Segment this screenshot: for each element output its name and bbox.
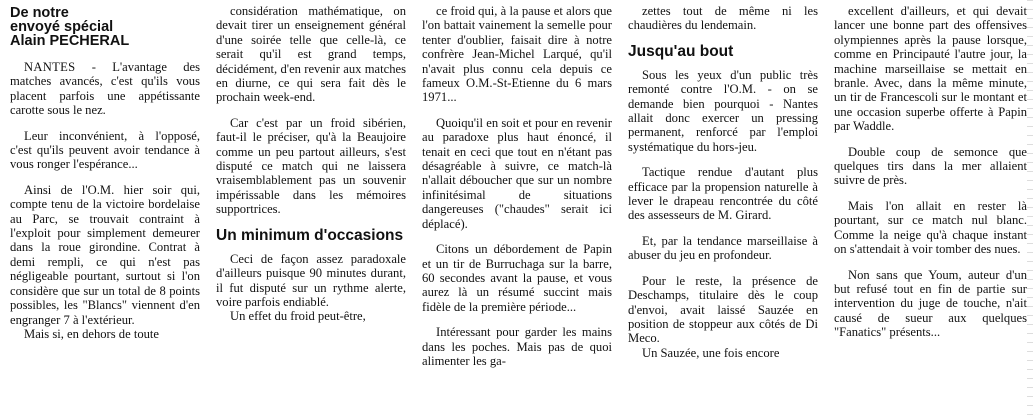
byline <box>10 6 200 48</box>
paragraph: Un Sauzée, une fois encore <box>642 345 780 360</box>
paragraph: Pour le reste, la présence de Deschamps, titulaire dès le coup d'envoi, avait laissé Sauzée en position de stoppeur aux côtés de Di Meco. <box>628 273 818 346</box>
section-heading: Jusqu'au bout <box>628 42 734 60</box>
paragraph: Intéressant pour garder les mains dans les poches. Mais pas de quoi alimenter les ga- <box>422 325 612 368</box>
paragraph: Et, par la tendance marseillaise à abuser du jeu en profondeur. <box>628 233 818 263</box>
byline-line-2: envoyé spécial <box>10 19 114 35</box>
paragraph: Ainsi de l'O.M. hier soir qui, compte tenu de la victoire bordelaise au Parc, se trouvait contraint à l'exploit pour simplement demeurer dans la roue girondine. Contrat à demi rempli, ce qui n'est pas négligeable pourtant, surtout si l'on considère que sur un total de 8 points possibles, les "Blancs" viennent d'en engranger 7 à l'extérieur. <box>10 182 200 327</box>
dateline: NANTES <box>24 60 76 74</box>
section-heading: Un minimum d'occasions <box>216 226 404 244</box>
paragraph: considération mathématique, on devait tirer un enseignement général d'une soirée telle que celle-là, ce serait qu'il est grand temps, décidément, d'en revenir aux matches en diurne, ce qui sera fait dès le prochain week-end. <box>216 4 406 105</box>
paragraph: Leur inconvénient, à l'opposé, c'est qu'ils peuvent avoir tendance à vous ronger l'espérance... <box>10 128 200 172</box>
paragraph: zettes tout de même ni les chaudières du lendemain. <box>628 4 818 33</box>
column-1 <box>10 4 200 419</box>
paragraph: Tactique rendue d'autant plus efficace par la propension naturelle à lever le drapeau rencontrée du côté des assesseurs de M. Girard. <box>628 165 818 223</box>
paragraph: Car c'est par un froid sibérien, faut-il le préciser, qu'à la Beaujoire comme un peu partout ailleurs, s'est disputé ce match qui ne laissera vraisemblablement pas un souvenir impérissable dans les mémoires supportrices. <box>216 115 406 217</box>
column-4 <box>628 4 818 419</box>
paragraph: Double coup de semonce que quelques tirs dans la mer allaient suivre de près. <box>834 144 1027 188</box>
paragraph: ce froid qui, à la pause et alors que l'on battait vainement la semelle pour tenter d'oublier, faisait dire à notre confrère Jean-Michel Larqué, qu'il n'avait plus connu cela depuis ce fameux O.M.-St-Etienne du 6 mars 1971... <box>422 4 612 105</box>
scan-edge-marks <box>1027 0 1033 419</box>
byline-line-1: De notre <box>10 5 69 21</box>
column-5 <box>834 4 1027 419</box>
column-2 <box>216 4 406 419</box>
column-3 <box>422 4 612 419</box>
paragraph <box>10 60 200 118</box>
paragraph: excellent d'ailleurs, et qui devait lancer une bonne part des offensives olympiennes après la pause lorsque, comme en Principauté l'autre jour, la machine marseillaise se mettait en branle. Avec, dans la même minute, un tir de Francescoli sur le montant et une occasion superbe offerte à Papin par Waddle. <box>834 4 1027 134</box>
paragraph-text: - L'avantage des matches avancés, c'est qu'ils vous placent parfois une appétissante carotte sous le nez. <box>10 60 200 118</box>
paragraph: Un effet du froid peut-être, <box>230 309 366 324</box>
paragraph: Mais l'on allait en rester là pourtant, sur ce match nul blanc. Comme la neige qu'à chaque instant on s'attendait à voir tomber des nues. <box>834 198 1027 257</box>
paragraph: Ceci de façon assez paradoxale d'ailleurs puisque 90 minutes durant, il fut disputé sur un rythme alerte, voire parfois endiablé. <box>216 251 406 309</box>
paragraph: Mais si, en dehors de toute <box>24 326 160 341</box>
paragraph: Citons un débordement de Papin et un tir de Burruchaga sur la barre, 60 secondes avant la pause, et vous aurez là un résumé succint mais fidèle de la première période... <box>422 242 612 314</box>
paragraph: Sous les yeux d'un public très remonté contre l'O.M. - on se demande bien pourquoi - Nantes allait donc exercer un pressing permanent, renforcé par l'emploi systématique du hors-jeu. <box>628 67 818 154</box>
byline-author: Alain PECHERAL <box>10 33 130 49</box>
paragraph: Non sans que Youm, auteur d'un but refusé tout en fin de partie sur intervention du juge de touche, n'ait causé de sueur aux quelques "Fanatics" présents... <box>834 267 1027 340</box>
paragraph: Quoiqu'il en soit et pour en revenir au paradoxe plus haut énoncé, il tenait en ceci que tout en n'étant pas désagréable à suivre, ce match-là n'allait déboucher que sur un nombre infinitésimal de situations dangereuses ("chaudes" serait ici déplacé). <box>422 115 612 231</box>
